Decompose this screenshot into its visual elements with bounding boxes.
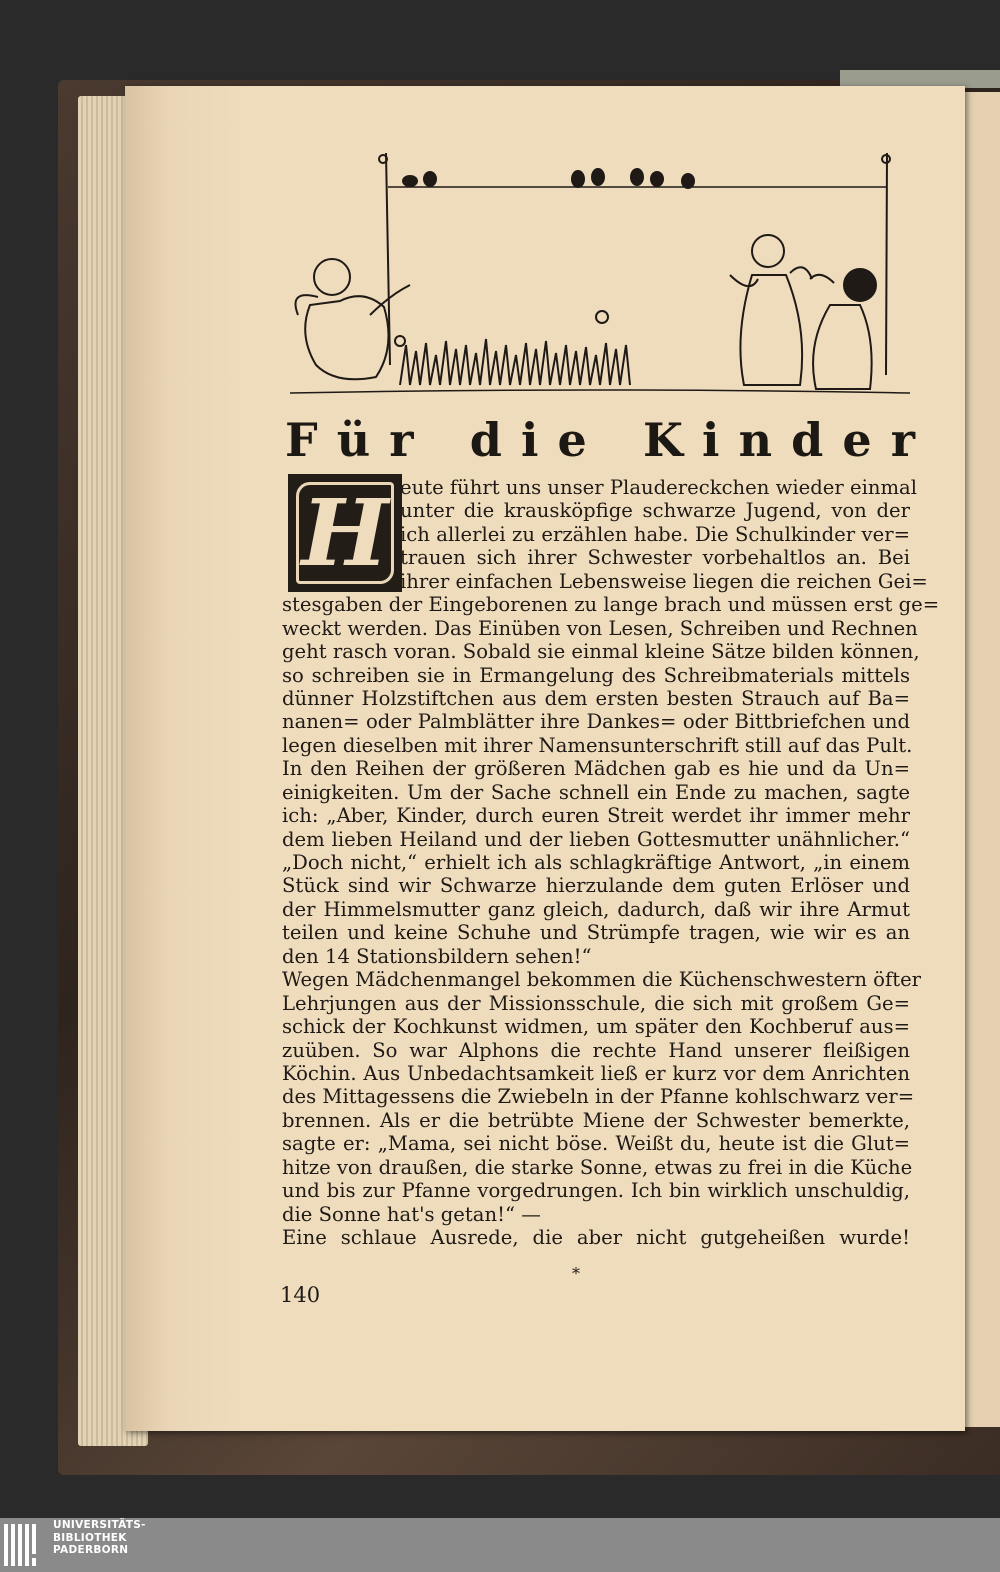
library-logo-icon: [4, 1522, 50, 1568]
text-line: sagte er: „Mama, sei nicht böse. Weißt du, heute ist die Glut=: [282, 1132, 910, 1156]
text-line: Wegen Mädchenmangel bekommen die Küchenschwestern öfter: [282, 968, 922, 992]
text-line: legen dieselben mit ihrer Namensunterschrift still auf das Pult.: [282, 733, 913, 757]
text-line: geht rasch voran. Sobald sie einmal kleine Sätze bilden können,: [282, 640, 920, 664]
heading-letter: r: [890, 413, 915, 467]
heading-letter: d: [791, 413, 824, 467]
heading-letter: K: [642, 413, 683, 467]
heading-letter: e: [842, 413, 872, 467]
logo-line: PADERBORN: [53, 1544, 129, 1556]
text-line: unter die krausköpfige schwarze Jugend, von der: [400, 499, 910, 523]
text-line: so schreiben sie in Ermangelung des Schreibmaterials mittels: [282, 663, 910, 687]
library-footer: [0, 1518, 1000, 1572]
heading-letter: i: [702, 413, 720, 467]
text-line: nanen= oder Palmblätter ihre Dankes= oder Bittbriefchen und: [282, 710, 910, 734]
heading-letter: e: [557, 413, 587, 467]
text-line: den 14 Stationsbildern sehen!“: [282, 944, 592, 968]
text-line: schick der Kochkunst widmen, um später den Kochberuf aus=: [282, 1015, 910, 1039]
text-line: zuüben. So war Alphons die rechte Hand unserer fleißigen: [282, 1038, 910, 1062]
text-line: der Himmelsmutter ganz gleich, dadurch, daß wir ihre Armut: [282, 897, 910, 921]
text-line: stesgaben der Eingeborenen zu lange brach und müssen erst ge=: [282, 593, 940, 617]
heading-letter: F: [285, 413, 318, 467]
page-number: 140: [280, 1283, 321, 1307]
text-line: die Sonne hat's getan!“ —: [282, 1202, 541, 1226]
text-line: brennen. Als er die betrübte Miene der Schwester bemerkte,: [282, 1108, 910, 1132]
heading-letter: ü: [336, 413, 371, 467]
text-line: Lehrjungen aus der Missionsschule, die sich mit großem Ge=: [282, 991, 910, 1015]
text-line: trauen sich ihrer Schwester vorbehaltlos an. Bei: [400, 546, 910, 570]
article-body: [282, 476, 940, 1249]
drop-cap-letter: H: [301, 479, 389, 587]
text-line: In den Reihen der größeren Mädchen gab es hie und da Un=: [282, 757, 910, 781]
text-line: des Mittagessens die Zwiebeln in der Pfanne kohlschwarz ver=: [282, 1085, 915, 1109]
text-line: hitze von draußen, die starke Sonne, etwas zu frei in die Küche: [282, 1155, 913, 1179]
text-line: teilen und keine Schuhe und Strümpfe tragen, wie wir es an: [282, 921, 910, 945]
text-line: eute führt uns unser Plaudereckchen wieder einmal: [400, 476, 917, 499]
text-line: dem lieben Heiland und der lieben Gottesmutter unähnlicher.“: [282, 827, 910, 851]
heading-letter: i: [520, 413, 539, 467]
header-illustration: [290, 145, 910, 405]
library-logo-text: [53, 1519, 146, 1557]
heading-letter: r: [389, 413, 414, 467]
section-separator: *: [572, 1264, 580, 1283]
text-line: dünner Holzstiftchen aus dem ersten besten Strauch auf Ba=: [282, 686, 910, 710]
heading-letter: d: [469, 413, 502, 467]
text-line: weckt werden. Das Einüben von Lesen, Schreiben und Rechnen: [282, 616, 918, 640]
page-heading: [285, 410, 915, 470]
text-line: Eine schlaue Ausrede, die aber nicht gutgeheißen wurde!: [282, 1226, 910, 1249]
next-page-edge: [963, 92, 1000, 1427]
text-line: ich: „Aber, Kinder, durch euren Streit werdet ihr immer mehr: [282, 804, 910, 828]
text-line: ihrer einfachen Lebensweise liegen die reichen Gei=: [400, 569, 928, 593]
logo-line: UNIVERSITÄTS-: [53, 1519, 146, 1531]
text-line: und bis zur Pfanne vorgedrungen. Ich bin wirklich unschuldig,: [282, 1179, 910, 1203]
heading-letter: n: [738, 413, 773, 467]
text-line: Köchin. Aus Unbedachtsamkeit ließ er kurz vor dem Anrichten: [282, 1061, 910, 1085]
logo-line: BIBLIOTHEK: [53, 1531, 127, 1544]
text-line: Stück sind wir Schwarze hierzulande dem guten Erlöser und: [282, 874, 910, 898]
text-line: einigkeiten. Um der Sache schnell ein Ende zu machen, sagte: [282, 780, 910, 804]
text-line: „Doch nicht,“ erhielt ich als schlagkräftige Antwort, „in einem: [282, 851, 910, 874]
text-line: ich allerlei zu erzählen habe. Die Schulkinder ver=: [400, 522, 910, 546]
